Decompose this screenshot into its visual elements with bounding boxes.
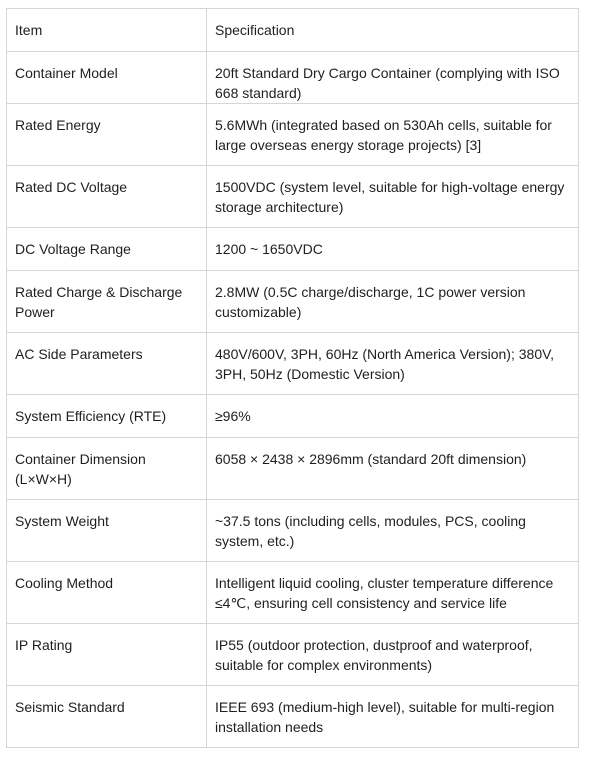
spec-cell: Intelligent liquid cooling, cluster temperature difference ≤4℃, ensuring cell consistency and service life — [207, 562, 579, 624]
item-cell: Container Model — [7, 52, 207, 104]
spec-cell: 1200 ~ 1650VDC — [207, 228, 579, 271]
item-cell: IP Rating — [7, 624, 207, 686]
spec-cell: IEEE 693 (medium-high level), suitable for multi-region installation needs — [207, 686, 579, 748]
table-row — [7, 228, 579, 271]
spec-table-container — [6, 8, 578, 748]
spec-cell: ≥96% — [207, 395, 579, 438]
spec-cell: 2.8MW (0.5C charge/discharge, 1C power version customizable) — [207, 271, 579, 333]
item-cell: System Efficiency (RTE) — [7, 395, 207, 438]
table-row — [7, 271, 579, 333]
table-row — [7, 562, 579, 624]
spec-cell: 480V/600V, 3PH, 60Hz (North America Version); 380V, 3PH, 50Hz (Domestic Version) — [207, 333, 579, 395]
spec-cell: 6058 × 2438 × 2896mm (standard 20ft dimension) — [207, 438, 579, 500]
item-cell: System Weight — [7, 500, 207, 562]
table-header-row — [7, 9, 579, 52]
item-cell: Cooling Method — [7, 562, 207, 624]
item-cell: DC Voltage Range — [7, 228, 207, 271]
table-row — [7, 333, 579, 395]
spec-cell: 1500VDC (system level, suitable for high-voltage energy storage architecture) — [207, 166, 579, 228]
spec-table — [6, 8, 579, 748]
spec-cell: 5.6MWh (integrated based on 530Ah cells, suitable for large overseas energy storage projects) [3] — [207, 104, 579, 166]
table-row — [7, 104, 579, 166]
header-specification: Specification — [207, 9, 579, 52]
table-row — [7, 438, 579, 500]
spec-cell: 20ft Standard Dry Cargo Container (complying with ISO 668 standard) — [207, 52, 579, 104]
item-cell: Rated Energy — [7, 104, 207, 166]
spec-cell: IP55 (outdoor protection, dustproof and waterproof, suitable for complex environments) — [207, 624, 579, 686]
item-cell: Seismic Standard — [7, 686, 207, 748]
table-row — [7, 500, 579, 562]
table-row — [7, 624, 579, 686]
item-cell: AC Side Parameters — [7, 333, 207, 395]
header-item: Item — [7, 9, 207, 52]
item-cell: Container Dimension (L×W×H) — [7, 438, 207, 500]
item-cell: Rated DC Voltage — [7, 166, 207, 228]
table-row — [7, 395, 579, 438]
spec-cell: ~37.5 tons (including cells, modules, PCS, cooling system, etc.) — [207, 500, 579, 562]
item-cell: Rated Charge & Discharge Power — [7, 271, 207, 333]
table-row — [7, 166, 579, 228]
table-row — [7, 686, 579, 748]
table-row — [7, 52, 579, 104]
